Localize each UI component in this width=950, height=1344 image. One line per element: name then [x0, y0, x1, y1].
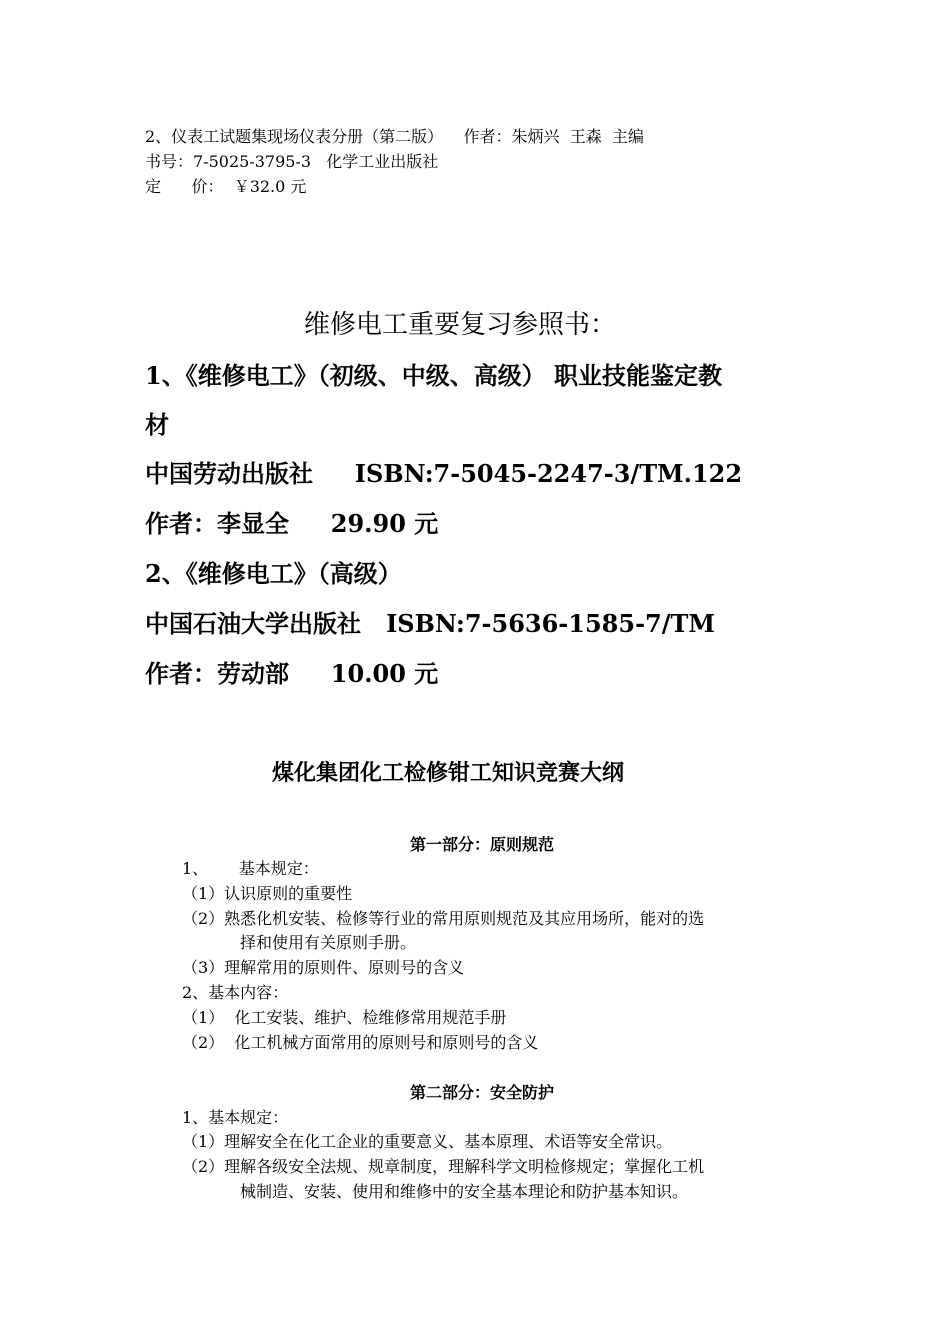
part1-line: （2）熟悉化机安装、检修等行业的常用原则规范及其应用场所，能对的选 [182, 909, 705, 928]
electric-item2-publisher: 中国石油大学出版社 ISBN:7-5636-1585-7/TM [145, 609, 715, 638]
electric-item2-title: 2、《维修电工》（高级） [145, 559, 402, 588]
part2-line: （2）理解各级安全法规、规章制度，理解科学文明检修规定；掌握化工机 [182, 1157, 705, 1176]
part1-line: 1、 基本规定： [182, 859, 319, 878]
electric-item2-author: 作者：劳动部 10.00 元 [145, 659, 439, 688]
electric-item1-title: 1、《维修电工》（初级、中级、高级） 职业技能鉴定教 [145, 361, 723, 390]
electric-item1-author: 作者：李显全 29.90 元 [145, 509, 439, 538]
part1-line: （3）理解常用的原则件、原则号的含义 [182, 958, 465, 977]
part1-line-cont: 择和使用有关原则手册。 [240, 933, 417, 952]
book-price-line: 定 价： ￥32.0 元 [145, 177, 307, 196]
outline-title: 煤化集团化工检修钳工知识竞赛大纲 [272, 760, 625, 786]
part2-line: 1、基本规定： [182, 1108, 289, 1127]
part1-heading: 第一部分：原则规范 [410, 835, 555, 854]
book-number-line: 书号：7-5025-3795-3 化学工业出版社 [145, 152, 439, 171]
book-title-line: 2、仪表工试题集现场仪表分册（第二版） 作者：朱炳兴 王森 主编 [145, 127, 644, 146]
part1-line: （2） 化工机械方面常用的原则号和原则号的含义 [182, 1033, 539, 1052]
part1-line: （1）认识原则的重要性 [182, 884, 353, 903]
part2-line: （1）理解安全在化工企业的重要意义、基本原理、术语等安全常识。 [182, 1132, 673, 1151]
electric-item1-title-cont: 材 [145, 410, 169, 439]
electric-item1-publisher: 中国劳动出版社 ISBN:7-5045-2247-3/TM.122 [145, 459, 743, 488]
part1-line: （1） 化工安装、维护、检维修常用规范手册 [182, 1008, 507, 1027]
section-heading-electric: 维修电工重要复习参照书： [304, 310, 617, 340]
part1-line: 2、基本内容： [182, 983, 289, 1002]
part2-line-cont: 械制造、安装、使用和维修中的安全基本理论和防护基本知识。 [240, 1182, 689, 1201]
part2-heading: 第二部分：安全防护 [410, 1083, 555, 1102]
